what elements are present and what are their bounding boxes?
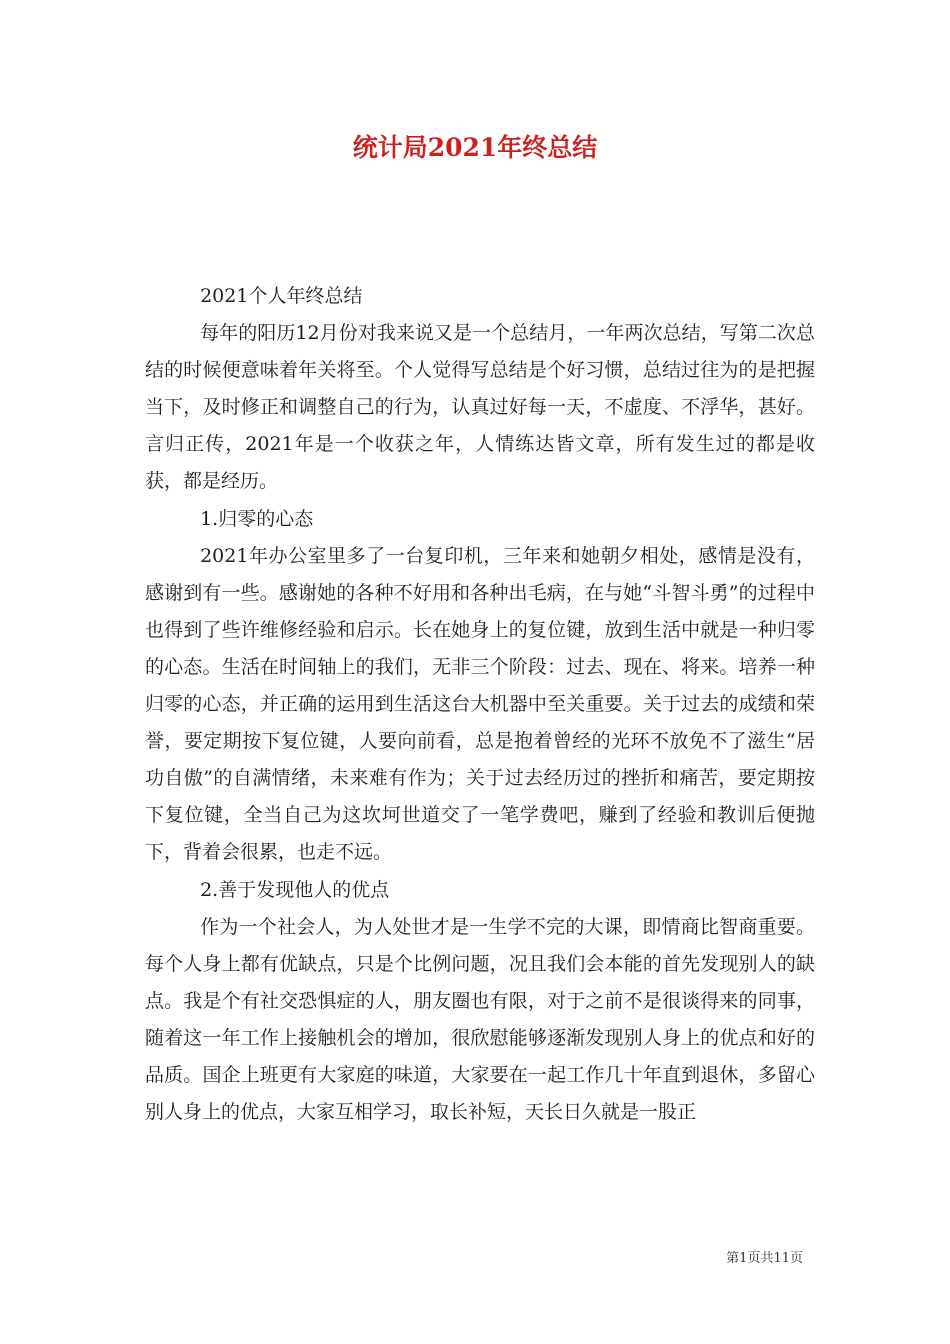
section-heading-reset-mindset: 1.归零的心态: [200, 507, 314, 530]
paragraph-reset-mindset: 2021年办公室里多了一台复印机，三年来和她朝夕相处，感情是没有，感谢到有一些。感谢她的各种不好用和各种出毛病，在与她“斗智斗勇”的过程中也得到了些许维修经验和启示。长在她身上的复位键，放到生活中就是一种归零的心态。生活在时间轴上的我们，无非三个阶段：过去、现在、将来。培养一种归零的心态，并正确的运用到生活这台大机器中至关重要。关于过去的成绩和荣誉，要定期按下复位键，人要向前看，总是抱着曾经的光环不放免不了滋生“居功自傲”的自满情绪，未来难有作为；关于过去经历过的挫折和痛苦，要定期按下复位键，全当自己为这坎坷世道交了一笔学费吧，赚到了经验和教训后便抛下，背着会很累，也走不远。: [145, 544, 815, 864]
paragraph-find-strengths: 作为一个社会人，为人处世才是一生学不完的大课，即情商比智商重要。每个人身上都有优缺点，只是个比例问题，况且我们会本能的首先发现别人的缺点。我是个有社交恐惧症的人，朋友圈也有限，对于之前不是很谈得来的同事，随着这一年工作上接触机会的增加，很欣慰能够逐渐发现别人身上的优点和好的品质。国企上班更有大家庭的味道，大家要在一起工作几十年直到退休，多留心别人身上的优点，大家互相学习，取长补短，天长日久就是一股正: [145, 915, 815, 1124]
section-heading-find-strengths: 2.善于发现他人的优点: [200, 878, 390, 901]
section-heading-summary: 2021个人年终总结: [200, 285, 363, 307]
document-body: [145, 278, 815, 1131]
paragraph-intro: 每年的阳历12月份对我来说又是一个总结月，一年两次总结，写第二次总结的时候便意味着年关将至。个人觉得写总结是个好习惯，总结过往为的是把握当下，及时修正和调整自己的行为，认真过好每一天，不虚度、不浮华，甚好。言归正传，2021年是一个收获之年，人情练达皆文章，所有发生过的都是收获，都是经历。: [145, 322, 815, 493]
document-title: 统计局2021年终总结: [352, 133, 598, 162]
page-number: 第1页共11页: [726, 1251, 803, 1266]
